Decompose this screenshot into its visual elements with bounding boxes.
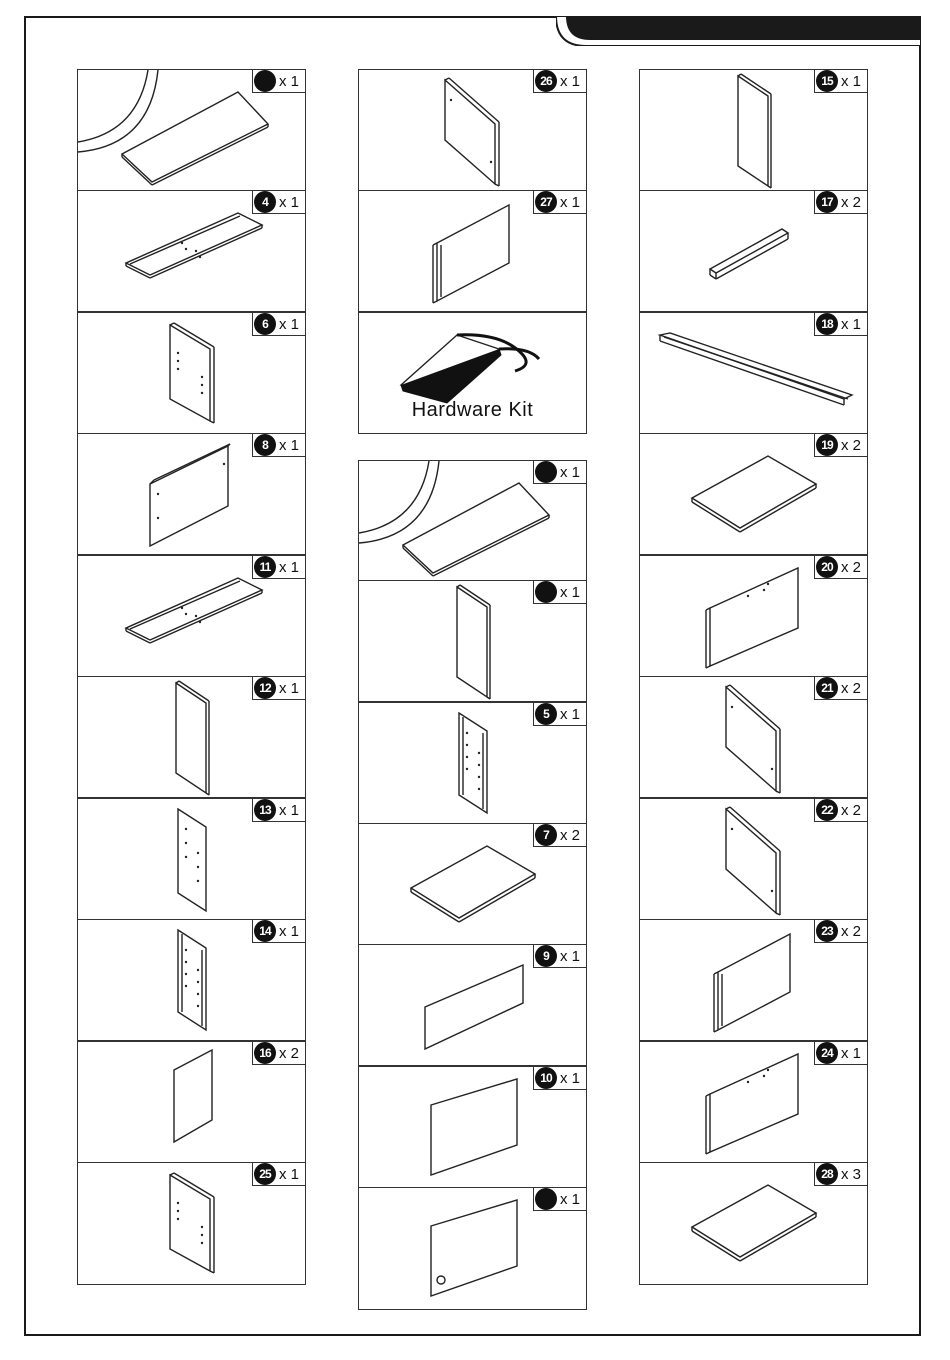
part-number: 7 — [535, 824, 557, 846]
part-cell — [358, 190, 587, 312]
part-cell — [358, 702, 587, 824]
part-quantity: x 2 — [840, 193, 861, 211]
part-number — [535, 1188, 557, 1210]
part-cell — [639, 798, 868, 920]
part-quantity: x 2 — [559, 826, 580, 844]
part-quantity: x 1 — [559, 705, 580, 723]
part-quantity: x 1 — [278, 436, 299, 454]
part-cell — [77, 433, 306, 555]
parts-column-1 — [77, 69, 306, 1285]
part-badge — [814, 1042, 867, 1065]
part-cell — [639, 190, 868, 312]
part-badge — [533, 824, 586, 847]
part-number: 13 — [254, 799, 276, 821]
part-cell — [639, 919, 868, 1041]
part-badge — [814, 556, 867, 579]
part-number: 27 — [535, 191, 557, 213]
part-badge — [814, 313, 867, 336]
part-badge — [814, 191, 867, 214]
part-quantity: x 1 — [559, 1069, 580, 1087]
part-cell — [358, 1066, 587, 1188]
part-badge — [533, 191, 586, 214]
part-number: 4 — [254, 191, 276, 213]
part-number — [535, 461, 557, 483]
part-badge — [814, 677, 867, 700]
part-quantity: x 1 — [278, 679, 299, 697]
part-number: 11 — [254, 556, 276, 578]
part-quantity: x 2 — [840, 679, 861, 697]
part-cell — [358, 312, 587, 434]
part-number: 17 — [816, 191, 838, 213]
part-quantity: x 2 — [840, 922, 861, 940]
part-number: 5 — [535, 703, 557, 725]
part-quantity: x 1 — [840, 1044, 861, 1062]
part-quantity: x 1 — [840, 315, 861, 333]
part-badge — [814, 1163, 867, 1186]
part-quantity: x 1 — [278, 72, 299, 90]
part-quantity: x 1 — [278, 315, 299, 333]
part-quantity: x 1 — [559, 583, 580, 601]
part-number: 28 — [816, 1163, 838, 1185]
header-tab — [556, 16, 921, 46]
part-badge — [533, 945, 586, 968]
part-cell — [358, 460, 587, 581]
part-cell — [77, 919, 306, 1041]
part-cell — [358, 69, 587, 191]
part-badge — [814, 434, 867, 457]
part-badge — [814, 70, 867, 93]
part-quantity: x 1 — [559, 72, 580, 90]
part-badge — [252, 434, 305, 457]
part-number: 9 — [535, 945, 557, 967]
part-badge — [533, 461, 586, 484]
part-number: 23 — [816, 920, 838, 942]
part-cell — [639, 676, 868, 798]
part-number — [535, 581, 557, 603]
part-quantity: x 2 — [840, 436, 861, 454]
part-cell — [639, 312, 868, 434]
part-cell — [77, 798, 306, 920]
part-badge — [533, 70, 586, 93]
part-badge — [533, 1067, 586, 1090]
part-cell — [358, 1187, 587, 1310]
part-cell — [77, 312, 306, 434]
part-badge — [252, 556, 305, 579]
part-quantity: x 1 — [278, 558, 299, 576]
part-cell — [77, 676, 306, 798]
part-cell — [639, 555, 868, 677]
part-badge — [252, 799, 305, 822]
part-number: 18 — [816, 313, 838, 335]
hardware-kit-label: Hardware Kit — [411, 399, 534, 421]
part-quantity: x 1 — [278, 801, 299, 819]
part-badge — [252, 313, 305, 336]
part-number: 12 — [254, 677, 276, 699]
part-badge — [533, 1188, 586, 1211]
part-quantity: x 3 — [840, 1165, 861, 1183]
part-cell — [77, 1041, 306, 1163]
part-cell — [77, 1162, 306, 1285]
part-badge — [252, 191, 305, 214]
part-quantity: x 2 — [840, 558, 861, 576]
part-number: 14 — [254, 920, 276, 942]
part-cell — [358, 823, 587, 945]
part-quantity: x 1 — [559, 463, 580, 481]
part-cell — [639, 69, 868, 191]
part-badge — [814, 920, 867, 943]
part-badge — [252, 70, 305, 93]
part-badge — [533, 581, 586, 604]
part-cell — [77, 555, 306, 677]
part-quantity: x 1 — [278, 193, 299, 211]
part-quantity: x 1 — [840, 72, 861, 90]
part-quantity: x 1 — [278, 1165, 299, 1183]
part-badge — [252, 677, 305, 700]
part-badge — [814, 799, 867, 822]
part-cell — [77, 69, 306, 191]
part-cell — [639, 1041, 868, 1163]
part-quantity: x 1 — [559, 193, 580, 211]
part-number: 15 — [816, 70, 838, 92]
part-number: 19 — [816, 434, 838, 456]
part-number: 8 — [254, 434, 276, 456]
part-badge — [533, 703, 586, 726]
part-cell — [358, 580, 587, 702]
part-number: 6 — [254, 313, 276, 335]
part-cell — [639, 1162, 868, 1285]
part-number: 16 — [254, 1042, 276, 1064]
part-number — [254, 70, 276, 92]
part-number: 25 — [254, 1163, 276, 1185]
part-quantity: x 1 — [559, 1190, 580, 1208]
part-badge — [252, 1042, 305, 1065]
part-quantity: x 1 — [559, 947, 580, 965]
part-cell — [639, 433, 868, 555]
parts-column-2 — [358, 69, 587, 1310]
part-number: 20 — [816, 556, 838, 578]
part-number: 26 — [535, 70, 557, 92]
part-badge — [252, 920, 305, 943]
part-badge — [252, 1163, 305, 1186]
part-quantity: x 1 — [278, 922, 299, 940]
part-number: 10 — [535, 1067, 557, 1089]
part-quantity: x 2 — [278, 1044, 299, 1062]
part-cell — [358, 944, 587, 1066]
part-cell — [77, 190, 306, 312]
parts-column-3 — [639, 69, 868, 1285]
part-number: 21 — [816, 677, 838, 699]
part-number: 22 — [816, 799, 838, 821]
part-number: 24 — [816, 1042, 838, 1064]
part-quantity: x 2 — [840, 801, 861, 819]
